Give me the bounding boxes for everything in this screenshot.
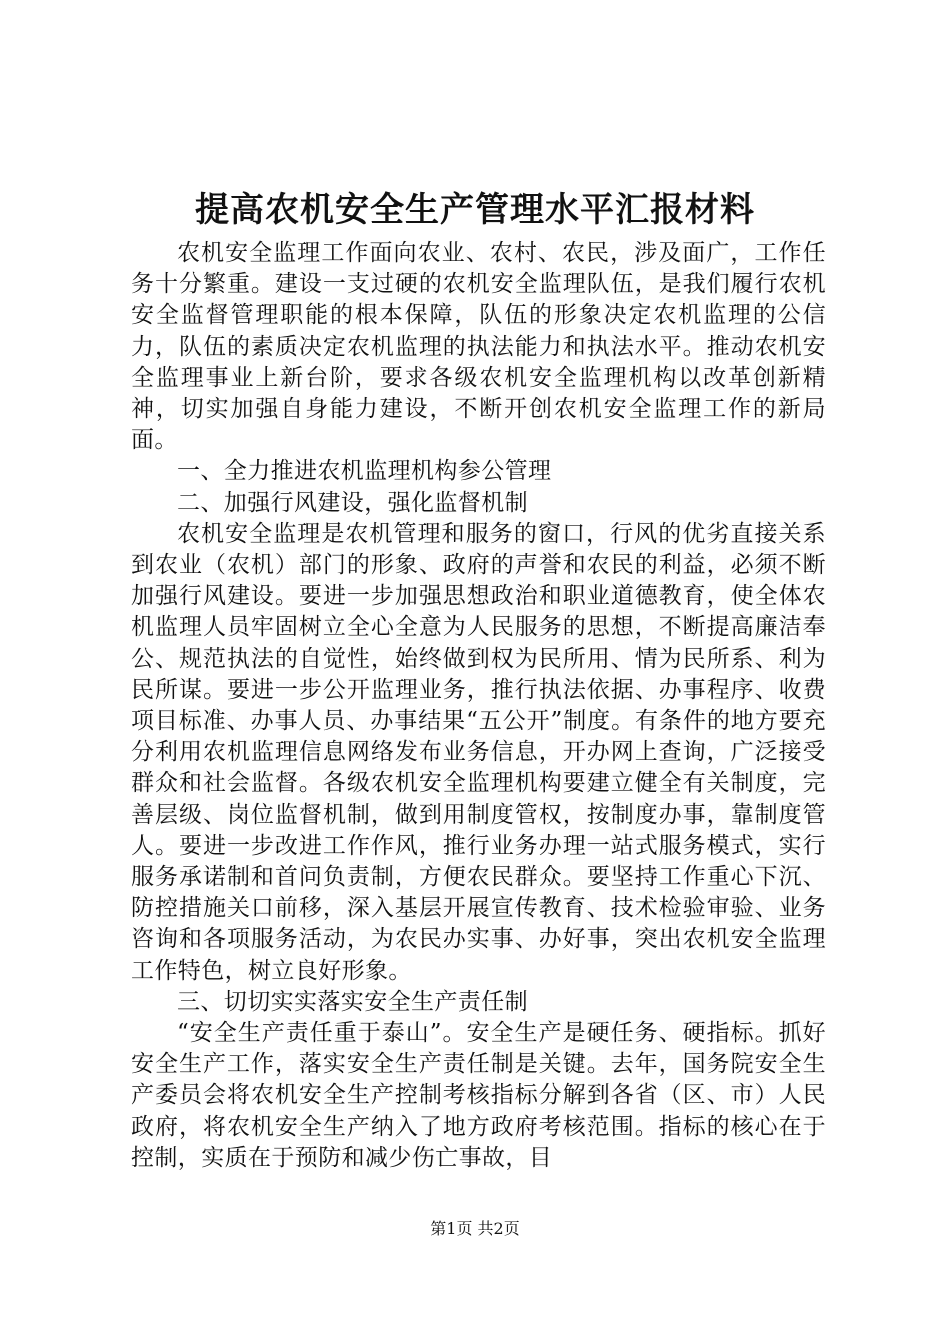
paragraph-intro: 农机安全监理工作面向农业、农村、农民，涉及面广，工作任务十分繁重。建设一支过硬的农机安全监理队伍，是我们履行农机安全监督管理职能的根本保障，队伍的形象决定农机监理的公信力，队伍的素质决定农机监理的执法能力和执法水平。推动农机安全监理事业上新台阶，要求各级农机安全监理机构以改革创新精神，切实加强自身能力建设，不断开创农机安全监理工作的新局面。 xyxy=(131,240,826,454)
section-heading-1: 一、全力推进农机监理机构参公管理 xyxy=(177,458,552,485)
page-number-footer: 第1页 共2页 xyxy=(430,1219,520,1238)
paragraph-section-2: 农机安全监理是农机管理和服务的窗口，行风的优劣直接关系到农业（农机）部门的形象、政府的声誉和农民的利益，必须不断加强行风建设。要进一步加强思想政治和职业道德教育，使全体农机监理人员牢固树立全心全意为人民服务的思想，不断提高廉洁奉公、规范执法的自觉性，始终做到权为民所用、情为民所系、利为民所谋。要进一步公开监理业务，推行执法依据、办事程序、收费项目标准、办事人员、办事结果“五公开”制度。有条件的地方要充分利用农机监理信息网络发布业务信息，开办网上查询，广泛接受群众和社会监督。各级农机安全监理机构要建立健全有关制度，完善层级、岗位监督机制，做到用制度管权，按制度办事，靠制度管人。要进一步改进工作作风，推行业务办理一站式服务模式，实行服务承诺制和首问负责制，方便农民群众。要坚持工作重心下沉、防控措施关口前移，深入基层开展宣传教育、技术检验审验、业务咨询和各项服务活动，为农民办实事、办好事，突出农机安全监理工作特色，树立良好形象。 xyxy=(131,520,826,984)
paragraph-section-3: “安全生产责任重于泰山”。安全生产是硬任务、硬指标。抓好安全生产工作，落实安全生产责任制是关键。去年，国务院安全生产委员会将农机安全生产控制考核指标分解到各省（区、市）人民政府，将农机安全生产纳入了地方政府考核范围。指标的核心在于控制，实质在于预防和减少伤亡事故，目 xyxy=(131,1020,826,1171)
document-title: 提高农机安全生产管理水平汇报材料 xyxy=(195,190,755,230)
section-heading-3: 三、切切实实落实安全生产责任制 xyxy=(177,988,528,1015)
document-body xyxy=(131,238,826,1174)
section-heading-2: 二、加强行风建设，强化监督机制 xyxy=(177,489,528,516)
